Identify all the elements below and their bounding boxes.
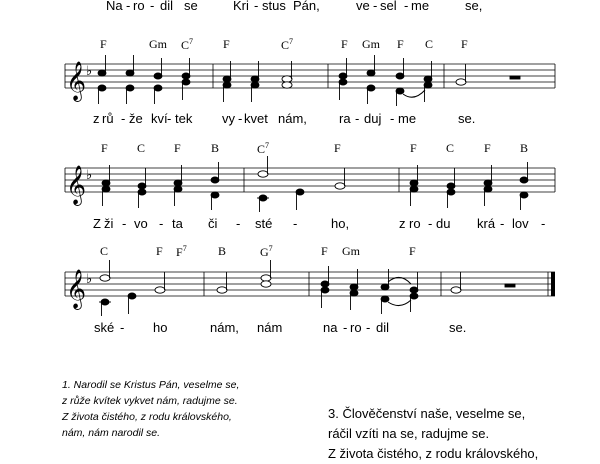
verse-1 <box>62 377 239 441</box>
verse-line: 3. Člověčenství naše, veselme se, <box>328 406 526 421</box>
syllable: - <box>500 216 505 231</box>
chord: $C^7$ <box>181 37 194 52</box>
chord: $F^7$ <box>176 244 187 259</box>
syllable: - <box>355 111 360 126</box>
chord: $C^7$ <box>281 37 294 52</box>
syllable: - <box>167 111 172 126</box>
syllable: - <box>541 216 546 231</box>
lyrics-system1-top <box>0 0 600 18</box>
chord: F <box>174 141 181 155</box>
treble-clef-icon: 𝄞 <box>66 61 87 101</box>
chord: F <box>334 141 341 155</box>
verse-3 <box>328 404 538 464</box>
chord: F <box>223 37 230 51</box>
chord: F <box>484 141 491 155</box>
syllable: ho, <box>331 216 350 231</box>
syllable: či <box>208 216 218 231</box>
lyrics-system2-bottom <box>0 216 600 236</box>
syllable: kvet <box>244 111 268 126</box>
syllable: - <box>343 320 348 335</box>
syllable: lov <box>512 216 529 231</box>
lyrics-system3-bottom <box>0 320 600 340</box>
chord: C <box>137 141 146 155</box>
chord: B <box>211 141 220 155</box>
verse-line: z růže kvítek vykvet nám, radujme se. <box>62 395 238 407</box>
syllable: - <box>120 320 125 335</box>
syllable: - <box>404 0 409 13</box>
syllable: ro <box>409 216 421 231</box>
syllable: rů <box>102 111 114 126</box>
syllable: se. <box>449 320 467 335</box>
chord: $G^7$ <box>260 244 273 259</box>
syllable: ži <box>104 216 114 231</box>
chord: F <box>156 244 163 258</box>
syllable: z <box>93 111 100 126</box>
syllable: Pán, <box>293 0 320 13</box>
syllable: - <box>390 111 395 126</box>
syllable: du <box>436 216 451 231</box>
syllable: vy <box>222 111 235 126</box>
syllable: - <box>366 320 371 335</box>
syllable: - <box>150 0 155 13</box>
syllable: sté <box>255 216 273 231</box>
staff-system3 <box>0 258 600 318</box>
syllable: Kri <box>233 0 249 13</box>
chord: F <box>409 244 416 258</box>
syllable: sel <box>380 0 397 13</box>
syllable: dil <box>376 320 390 335</box>
syllable: ve <box>356 0 370 13</box>
syllable: se <box>184 0 198 13</box>
syllable: me <box>411 0 430 13</box>
chord: C <box>425 37 434 51</box>
syllable: - <box>122 216 127 231</box>
chord: Gm <box>342 244 360 258</box>
chord: F <box>341 37 348 51</box>
chord: F <box>397 37 404 51</box>
syllable: - <box>236 216 241 231</box>
chord: F <box>100 37 107 51</box>
syllable: ra <box>339 111 351 126</box>
chord: C <box>446 141 455 155</box>
syllable: Na <box>106 0 123 13</box>
syllable: stus <box>262 0 286 13</box>
chord: F <box>321 244 328 258</box>
syllable: - <box>121 111 126 126</box>
syllable: - <box>373 0 378 13</box>
syllable: ta <box>172 216 183 231</box>
syllable: kví <box>151 111 168 126</box>
chord: $C^7$ <box>257 141 270 156</box>
syllable: nám <box>257 320 283 335</box>
syllable: tek <box>175 111 193 126</box>
syllable: vo <box>134 216 148 231</box>
chord: C <box>100 244 109 258</box>
lyrics-system1-bottom <box>0 111 600 131</box>
flat-icon: ♭ <box>86 64 93 79</box>
verse-line: Z života čistého, z rodu královského, <box>328 446 539 461</box>
syllable: se. <box>458 111 476 126</box>
syllable: duj <box>364 111 382 126</box>
flat-icon: ♭ <box>86 168 93 183</box>
syllable: ské <box>94 320 115 335</box>
final-barline <box>551 272 555 296</box>
chord: F <box>461 37 468 51</box>
syllable: Z <box>93 216 101 231</box>
staff-system1 <box>0 50 600 110</box>
syllable: ro <box>133 0 145 13</box>
chord: F <box>410 141 417 155</box>
syllable: krá <box>477 216 496 231</box>
syllable: me <box>398 111 417 126</box>
chord: B <box>520 141 529 155</box>
flat-icon: ♭ <box>86 272 93 287</box>
staff-system2 <box>0 154 600 214</box>
syllable: nám, <box>278 111 307 126</box>
syllable: - <box>159 216 164 231</box>
syllable: - <box>238 111 243 126</box>
chord: Gm <box>362 37 380 51</box>
chord: B <box>218 244 227 258</box>
treble-clef-icon: 𝄞 <box>66 269 87 309</box>
verse-line: nám, nám narodil se. <box>62 427 161 439</box>
syllable: - <box>254 0 259 13</box>
verse-line: Z života čistého, z rodu královského, <box>62 411 232 423</box>
chord: Gm <box>149 37 167 51</box>
syllable: z <box>399 216 406 231</box>
treble-clef-icon: 𝄞 <box>66 165 87 205</box>
syllable: ho <box>153 320 168 335</box>
syllable: na <box>323 320 338 335</box>
syllable: ro <box>350 320 362 335</box>
syllable: se, <box>465 0 483 13</box>
verse-line: 1. Narodil se Kristus Pán, veselme se, <box>62 379 240 391</box>
syllable: dil <box>160 0 174 13</box>
syllable: že <box>129 111 143 126</box>
syllable: - <box>428 216 433 231</box>
syllable: - <box>126 0 131 13</box>
syllable: nám, <box>210 320 239 335</box>
syllable: - <box>293 216 298 231</box>
chord: F <box>101 141 108 155</box>
verse-line: ráčil vzíti na se, radujme se. <box>328 426 490 441</box>
